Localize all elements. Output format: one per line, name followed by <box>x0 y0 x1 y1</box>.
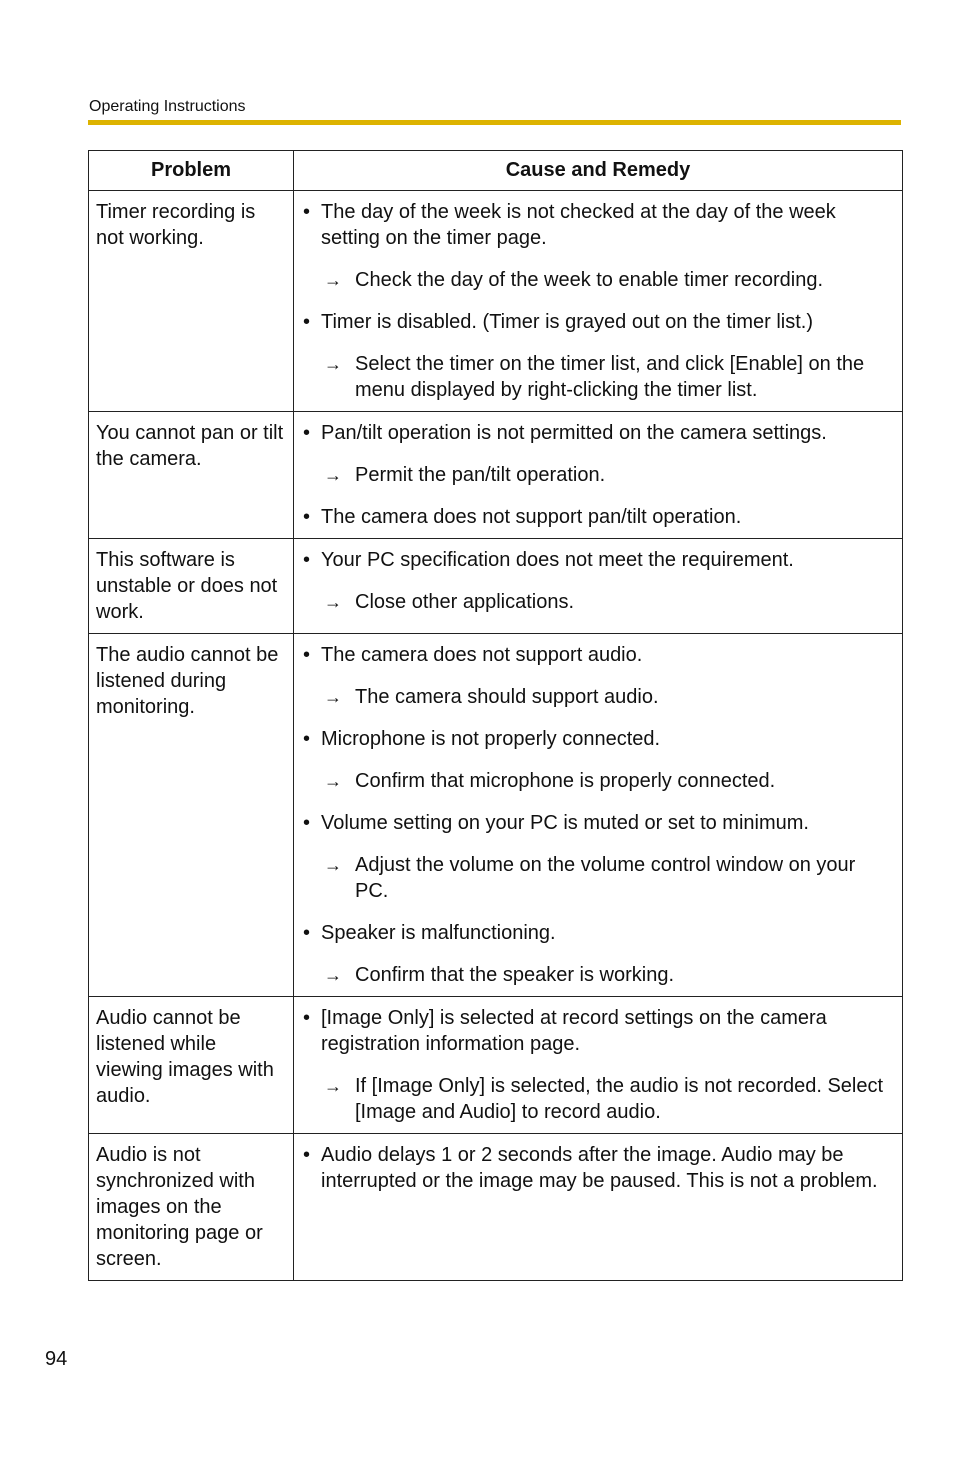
cause-item <box>302 309 892 335</box>
bullet-icon: • <box>303 201 311 223</box>
arrow-right-icon: → <box>324 354 342 374</box>
arrow-right-icon: → <box>324 1076 342 1096</box>
bullet-icon: • <box>303 422 311 444</box>
cause-text: Timer is disabled. (Timer is grayed out on the timer list.) <box>321 311 814 333</box>
cause-item <box>302 504 892 530</box>
cause-text: The camera does not support pan/tilt operation. <box>321 506 742 528</box>
cause-item <box>302 1005 892 1057</box>
remedy-item <box>302 267 892 293</box>
table-row <box>89 634 903 997</box>
problem-cell: This software is unstable or does not work. <box>89 539 294 634</box>
remedy-item <box>302 962 892 988</box>
cause-item <box>302 920 892 946</box>
remedy-text: Confirm that the speaker is working. <box>355 964 675 986</box>
remedy-text: Select the timer on the timer list, and click [Enable] on the menu displayed by right-clicking the timer list. <box>355 353 865 401</box>
arrow-right-icon: → <box>324 687 342 707</box>
problem-cell: Audio cannot be listened while viewing images with audio. <box>89 997 294 1134</box>
cause-and-remedy-cell <box>294 412 903 539</box>
bullet-icon: • <box>303 644 311 666</box>
remedy-text: Close other applications. <box>355 591 575 613</box>
remedy-text: Adjust the volume on the volume control window on your PC. <box>355 854 856 902</box>
cause-text: Audio delays 1 or 2 seconds after the image. Audio may be interrupted or the image may be paused. This is not a problem. <box>321 1144 878 1192</box>
table-row <box>89 997 903 1134</box>
remedy-item <box>302 351 892 403</box>
cause-text: Microphone is not properly connected. <box>321 728 661 750</box>
bullet-icon: • <box>303 728 311 750</box>
table-row <box>89 1134 903 1281</box>
remedy-item <box>302 768 892 794</box>
table-row <box>89 539 903 634</box>
problem-cell: You cannot pan or tilt the camera. <box>89 412 294 539</box>
cause-text: [Image Only] is selected at record settings on the camera registration information page. <box>321 1007 827 1055</box>
bullet-icon: • <box>303 311 311 333</box>
cause-item <box>302 810 892 836</box>
problem-cell: Timer recording is not working. <box>89 191 294 412</box>
remedy-text: Confirm that microphone is properly connected. <box>355 770 776 792</box>
remedy-item <box>302 852 892 904</box>
remedy-text: Permit the pan/tilt operation. <box>355 464 606 486</box>
cause-item <box>302 547 892 573</box>
cause-text: The camera does not support audio. <box>321 644 643 666</box>
column-header-cause-and-remedy: Cause and Remedy <box>294 151 903 191</box>
header-rule <box>88 120 901 125</box>
cause-item <box>302 642 892 668</box>
remedy-item <box>302 462 892 488</box>
cause-text: Speaker is malfunctioning. <box>321 922 556 944</box>
cause-and-remedy-cell <box>294 539 903 634</box>
problem-cell: The audio cannot be listened during monitoring. <box>89 634 294 997</box>
cause-and-remedy-cell <box>294 634 903 997</box>
table-row <box>89 191 903 412</box>
troubleshooting-table <box>88 150 903 1281</box>
cause-text: Volume setting on your PC is muted or set to minimum. <box>321 812 809 834</box>
cause-and-remedy-cell <box>294 1134 903 1281</box>
arrow-right-icon: → <box>324 855 342 875</box>
problem-cell: Audio is not synchronized with images on the monitoring page or screen. <box>89 1134 294 1281</box>
bullet-icon: • <box>303 1144 311 1166</box>
page-number: 94 <box>45 1348 68 1370</box>
arrow-right-icon: → <box>324 270 342 290</box>
cause-item <box>302 199 892 251</box>
table-body <box>89 191 903 1281</box>
bullet-icon: • <box>303 812 311 834</box>
bullet-icon: • <box>303 506 311 528</box>
cause-text: The day of the week is not checked at the day of the week setting on the timer page. <box>321 201 836 249</box>
cause-text: Your PC specification does not meet the requirement. <box>321 549 794 571</box>
arrow-right-icon: → <box>324 771 342 791</box>
table-header-row <box>89 151 903 191</box>
arrow-right-icon: → <box>324 592 342 612</box>
remedy-item <box>302 684 892 710</box>
remedy-item <box>302 589 892 615</box>
column-header-problem: Problem <box>89 151 294 191</box>
cause-and-remedy-cell <box>294 997 903 1134</box>
arrow-right-icon: → <box>324 965 342 985</box>
running-header: Operating Instructions <box>89 98 246 115</box>
bullet-icon: • <box>303 1007 311 1029</box>
remedy-text: Check the day of the week to enable timer recording. <box>355 269 824 291</box>
remedy-item <box>302 1073 892 1125</box>
bullet-icon: • <box>303 922 311 944</box>
bullet-icon: • <box>303 549 311 571</box>
arrow-right-icon: → <box>324 465 342 485</box>
cause-and-remedy-cell <box>294 191 903 412</box>
remedy-text: The camera should support audio. <box>355 686 659 708</box>
cause-text: Pan/tilt operation is not permitted on the camera settings. <box>321 422 827 444</box>
table-row <box>89 412 903 539</box>
remedy-text: If [Image Only] is selected, the audio is not recorded. Select [Image and Audio] to record audio. <box>355 1075 884 1123</box>
cause-item <box>302 1142 892 1194</box>
cause-item <box>302 420 892 446</box>
cause-item <box>302 726 892 752</box>
